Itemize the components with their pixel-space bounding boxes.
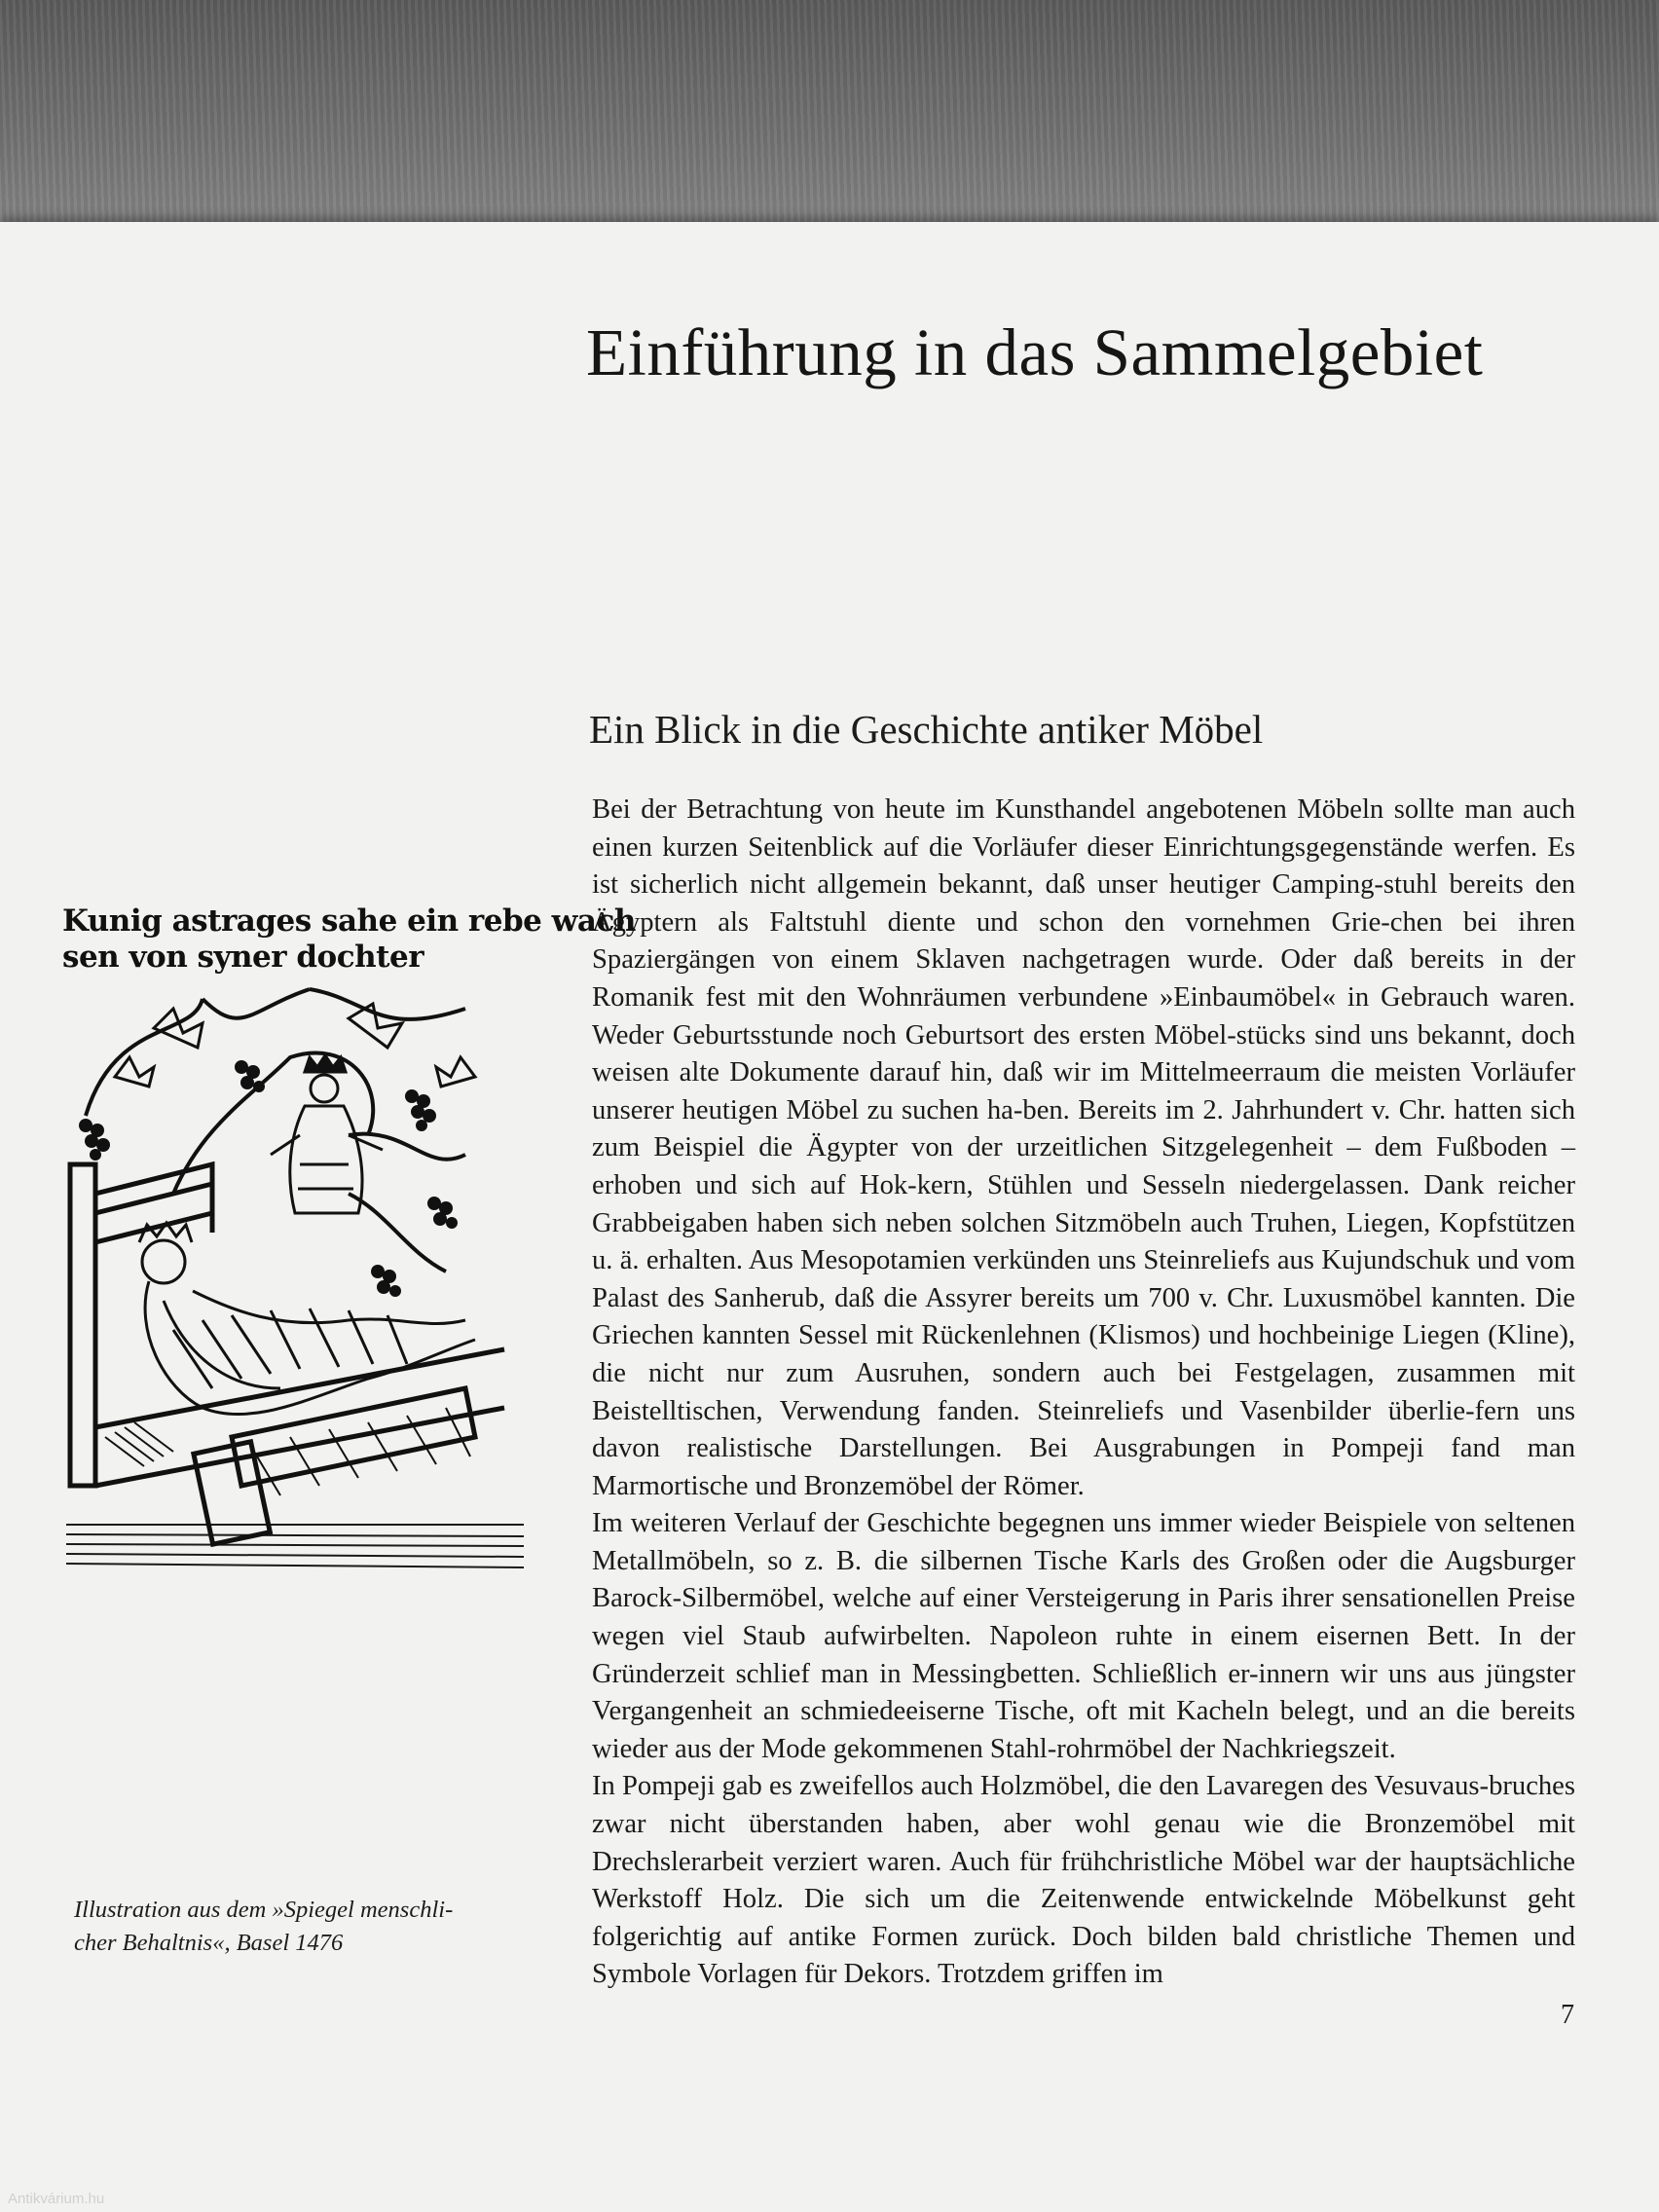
woodcut-figure bbox=[56, 903, 636, 1585]
body-text bbox=[592, 792, 1575, 1994]
paragraph-1: Bei der Betrachtung von heute im Kunsthandel angebotenen Möbeln sollte man auch einen kurzen Seitenblick auf die Vorläufer dieser Einrichtungsgegenstände werfen. Es ist sicherlich nicht allgemein bekannt, daß unser heutiger Camping-stuhl bereits den Ägyptern als Faltstuhl diente und schon den vornehmen Grie-chen bei ihren Spaziergängen von einem Sklaven nachgetragen wurde. Oder daß bereits in der Romanik fest mit den Wohnräumen verbundene »Einbaumöbel« in Gebrauch waren. Weder Geburtsstunde noch Geburtsort des ersten Möbel-stücks sind uns bekannt, doch weisen alte Dokumente darauf hin, daß wir im Mittelmeerraum die meisten Vorläufer unserer heutigen Möbel zu suchen ha-ben. Bereits im 2. Jahrhundert v. Chr. hatten sich zum Beispiel die Ägypter von der urzeitlichen Sitzgelegenheit – dem Fußboden – erhoben und sich auf Hok-kern, Stühlen und Sesseln niedergelassen. Dank reicher Grabbeigaben haben sich neben solchen Sitzmöbeln auch Truhen, Liegen, Kopfstützen u. ä. erhalten. Aus Mesopotamien verkünden uns Steinreliefs aus Kujundschuk und vom Palast des Sanherub, daß die Assyrer bereits um 700 v. Chr. Luxusmöbel kannten. Die Griechen kannten Sessel mit Rückenlehnen (Klismos) und hochbeinige Liegen (Kline), die nicht nur zum Ausruhen, sondern auch bei Festgelagen, zusammen mit Beistelltischen, Verwendung fanden. Steinreliefs und Vasenbilder überlie-fern uns davon realistische Darstellungen. Bei Ausgrabungen in Pompeji fand man Marmortische und Bronzemöbel der Römer. bbox=[592, 794, 1575, 1501]
paragraph-2: Im weiteren Verlauf der Geschichte begegnen uns immer wieder Beispiele von seltenen Metallmöbeln, so z. B. die silbernen Tische Karls des Großen oder die Augsburger Barock-Silbermöbel, welche auf einer Versteigerung in Paris ihrer sensationellen Preise wegen viel Staub aufwirbelten. Napoleon ruhte in einem eisernen Bett. In der Gründerzeit schlief man in Messingbetten. Schließlich er-innern wir uns aus jüngster Vergangenheit an schmiedeeiserne Tische, oft mit Kacheln belegt, und an die bereits wieder aus der Mode gekommenen Stahl-rohrmöbel der Nachkriegszeit. bbox=[592, 1508, 1575, 1764]
figure-caption-line-2: cher Behaltnis«, Basel 1476 bbox=[74, 1930, 344, 1956]
watermark: Antikvárium.hu bbox=[8, 2191, 105, 2207]
figure-caption-line-1: Illustration aus dem »Spiegel menschli- bbox=[74, 1897, 454, 1923]
woodcut-caption bbox=[62, 903, 636, 976]
section-heading: Ein Blick in die Geschichte antiker Möbel bbox=[589, 707, 1264, 752]
woodcut-illustration bbox=[56, 979, 534, 1573]
woodcut-caption-line-2: sen von syner dochter bbox=[62, 940, 424, 975]
paragraph-3: In Pompeji gab es zweifellos auch Holzmöbel, die den Lavaregen des Vesuvaus-bruches zwar nicht überstanden haben, aber wohl genau wie die Bronzemöbel mit Drechslerarbeit verziert waren. Auch für frühchristliche Möbel war der hauptsächliche Werkstoff Holz. Die sich um die Zeitenwende entwickelnde Möbelkunst geht folgerichtig auf antike Formen zurück. Doch bilden bald christliche Themen und Symbole Vorlagen für Dekors. Trotzdem griffen im bbox=[592, 1771, 1575, 1990]
book-page bbox=[0, 222, 1659, 2212]
figure-caption bbox=[74, 1894, 532, 1960]
page-number: 7 bbox=[1561, 2000, 1574, 2030]
woodcut-caption-line-1: Kunig astrages sahe ein rebe wach bbox=[62, 903, 636, 939]
chapter-title: Einführung in das Sammelgebiet bbox=[586, 315, 1484, 389]
background-surface bbox=[0, 0, 1659, 234]
